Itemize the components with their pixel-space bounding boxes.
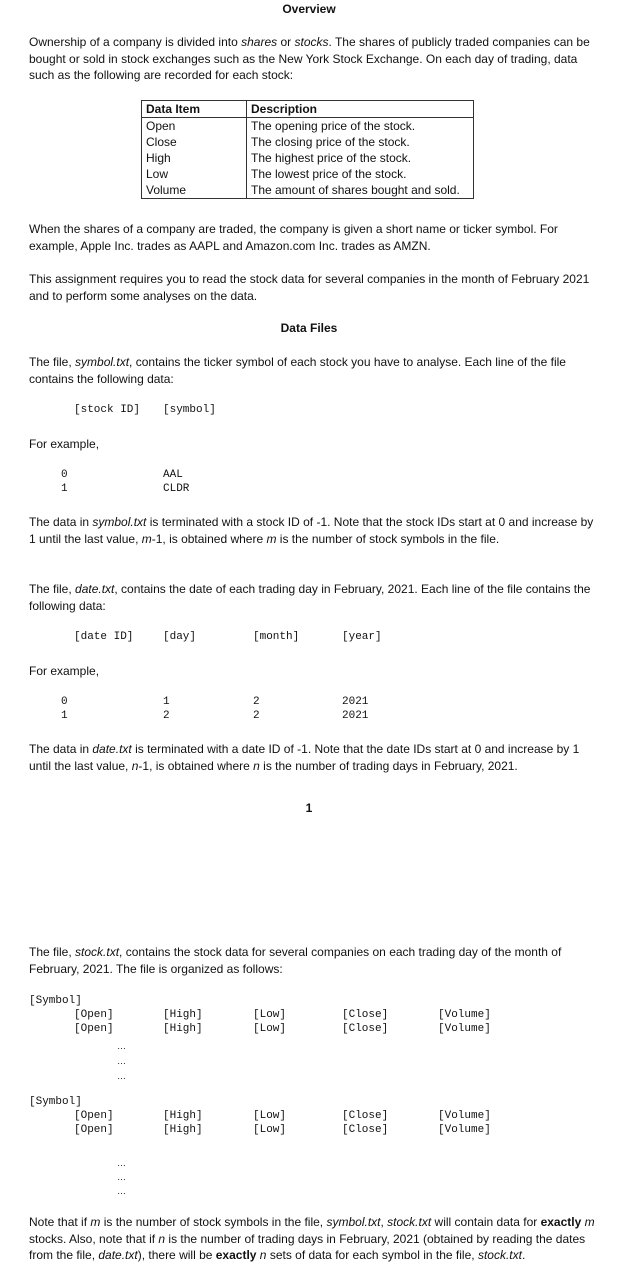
stock-low: [Low] bbox=[253, 1110, 287, 1122]
data-item-cell: Volume bbox=[142, 182, 247, 199]
stock-close: [Close] bbox=[342, 1124, 389, 1136]
table-row bbox=[142, 166, 474, 182]
symbol-example-symbol: AAL bbox=[163, 469, 183, 481]
table-row bbox=[142, 182, 474, 199]
stock-volume: [Volume] bbox=[438, 1110, 491, 1122]
date-example-year: 2021 bbox=[342, 710, 369, 722]
stock-high: [High] bbox=[163, 1023, 203, 1035]
stock-open: [Open] bbox=[74, 1124, 114, 1136]
stock-high: [High] bbox=[163, 1009, 203, 1021]
data-item-cell: Close bbox=[142, 134, 247, 150]
overview-heading: Overview bbox=[282, 2, 336, 16]
description-cell: The lowest price of the stock. bbox=[247, 166, 474, 182]
date-example-month: 2 bbox=[253, 696, 260, 708]
for-example-label: For example, bbox=[29, 664, 100, 678]
stock-close: [Close] bbox=[342, 1023, 389, 1035]
ellipsis: … bbox=[117, 1056, 126, 1066]
page-number: 1 bbox=[305, 801, 313, 815]
stock-file-intro: The file, stock.txt, contains the stock data for several companies on each trading day of the month of February, 2021. The file is organized as follows: bbox=[29, 945, 562, 976]
column-header-data-item: Data Item bbox=[142, 101, 247, 118]
ellipsis: … bbox=[117, 1071, 126, 1081]
data-item-cell: Low bbox=[142, 166, 247, 182]
stock-low: [Low] bbox=[253, 1124, 287, 1136]
description-cell: The closing price of the stock. bbox=[247, 134, 474, 150]
symbol-file-note: The data in symbol.txt is terminated with a stock ID of -1. Note that the stock IDs start at 0 and increase by 1 until the last value, m-1, is obtained where m is the number of stock symbols in the file. bbox=[29, 515, 594, 546]
date-example-day: 2 bbox=[163, 710, 170, 722]
stock-symbol-label: [Symbol] bbox=[29, 995, 82, 1007]
ellipsis: … bbox=[117, 1186, 126, 1196]
stock-close: [Close] bbox=[342, 1110, 389, 1122]
symbol-format-symbol: [symbol] bbox=[163, 404, 216, 416]
stock-high: [High] bbox=[163, 1124, 203, 1136]
data-item-table bbox=[141, 100, 474, 199]
date-example-year: 2021 bbox=[342, 696, 369, 708]
stock-volume: [Volume] bbox=[438, 1009, 491, 1021]
description-cell: The amount of shares bought and sold. bbox=[247, 182, 474, 199]
description-cell: The highest price of the stock. bbox=[247, 150, 474, 166]
symbol-format-stock-id: [stock ID] bbox=[74, 404, 141, 416]
date-format-date-id: [date ID] bbox=[74, 631, 134, 643]
date-example-day: 1 bbox=[163, 696, 170, 708]
stock-low: [Low] bbox=[253, 1009, 287, 1021]
stock-volume: [Volume] bbox=[438, 1023, 491, 1035]
date-example-id: 1 bbox=[61, 710, 68, 722]
description-cell: The opening price of the stock. bbox=[247, 118, 474, 135]
symbol-example-id: 1 bbox=[61, 483, 68, 495]
date-file-note: The data in date.txt is terminated with a date ID of -1. Note that the date IDs start at 0 and increase by 1 until the last value, n-1, is obtained where n is the number of trading days in February, 2021. bbox=[29, 742, 580, 773]
date-format-day: [day] bbox=[163, 631, 197, 643]
date-example-month: 2 bbox=[253, 710, 260, 722]
stock-open: [Open] bbox=[74, 1009, 114, 1021]
symbol-file-intro: The file, symbol.txt, contains the ticker symbol of each stock you have to analyse. Each line of the file contains the following data: bbox=[29, 355, 566, 386]
data-item-cell: Open bbox=[142, 118, 247, 135]
column-header-description: Description bbox=[247, 101, 474, 118]
stock-open: [Open] bbox=[74, 1023, 114, 1035]
table-row bbox=[142, 150, 474, 166]
date-example-id: 0 bbox=[61, 696, 68, 708]
table-header-row bbox=[142, 101, 474, 118]
overview-paragraph-2: When the shares of a company are traded, the company is given a short name or ticker symbol. For example, Apple Inc. trades as AAPL and Amazon.com Inc. trades as AMZN. bbox=[29, 222, 558, 253]
data-files-heading: Data Files bbox=[280, 321, 338, 335]
stock-open: [Open] bbox=[74, 1110, 114, 1122]
ellipsis: … bbox=[117, 1172, 126, 1182]
overview-paragraph-3: This assignment requires you to read the stock data for several companies in the month of February 2021 and to perform some analyses on the data. bbox=[29, 272, 590, 303]
date-format-month: [month] bbox=[253, 631, 300, 643]
data-item-cell: High bbox=[142, 150, 247, 166]
stock-symbol-label: [Symbol] bbox=[29, 1096, 82, 1108]
stock-close: [Close] bbox=[342, 1009, 389, 1021]
ellipsis: … bbox=[117, 1158, 126, 1168]
table-row bbox=[142, 118, 474, 135]
overview-paragraph-1: Ownership of a company is divided into shares or stocks. The shares of publicly traded companies can be bought or sold in stock exchanges such as the New York Stock Exchange. On each day of trading, data such as the following are recorded for each stock: bbox=[29, 35, 590, 82]
ellipsis: … bbox=[117, 1041, 126, 1051]
stock-volume: [Volume] bbox=[438, 1124, 491, 1136]
date-file-intro: The file, date.txt, contains the date of each trading day in February, 2021. Each line of the file contains the following data: bbox=[29, 582, 591, 613]
for-example-label: For example, bbox=[29, 437, 100, 451]
table-row bbox=[142, 134, 474, 150]
stock-low: [Low] bbox=[253, 1023, 287, 1035]
symbol-example-id: 0 bbox=[61, 469, 68, 481]
final-note: Note that if m is the number of stock symbols in the file, symbol.txt, stock.txt will contain data for exactly m stocks. Also, note that if n is the number of trading days in February, 2021 (obtained by reading the dates from the file, date.txt), there will be exactly n sets of data for each symbol in the file, stock.txt. bbox=[29, 1215, 595, 1262]
symbol-example-symbol: CLDR bbox=[163, 483, 190, 495]
stock-high: [High] bbox=[163, 1110, 203, 1122]
date-format-year: [year] bbox=[342, 631, 382, 643]
